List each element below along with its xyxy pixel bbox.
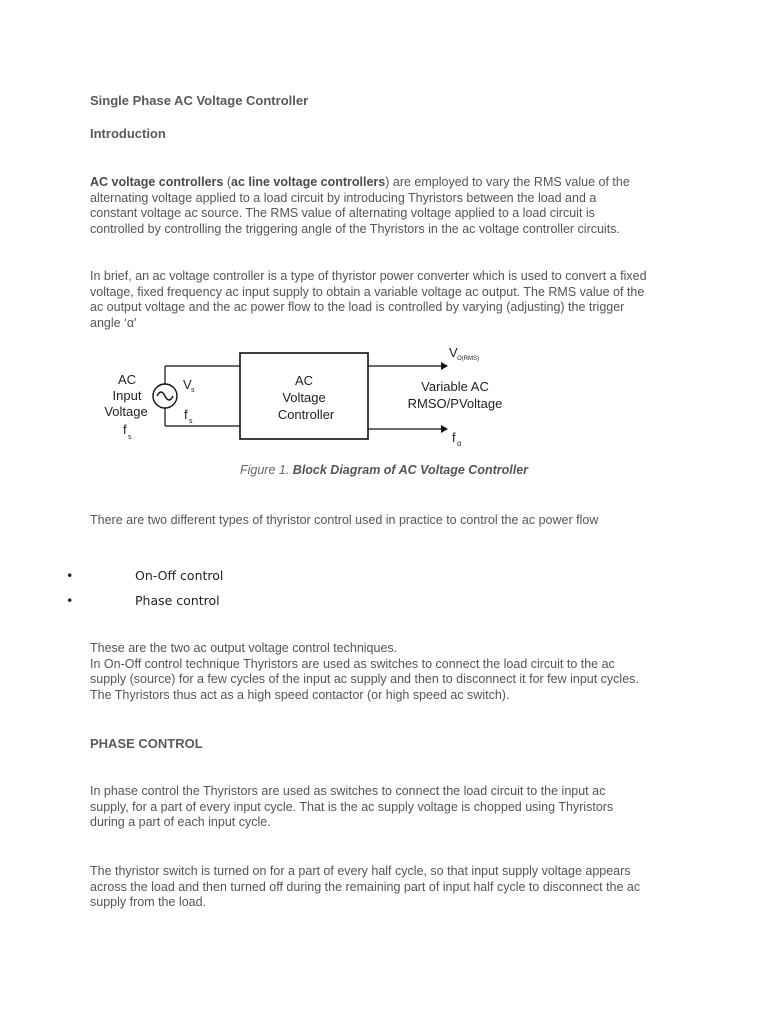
phase-control-heading: PHASE CONTROL: [90, 736, 203, 751]
fo-label: f: [452, 430, 456, 445]
paragraph-line: The Thyristors thus act as a high speed contactor (or high speed ac switch).: [90, 687, 510, 702]
box-label-controller: Controller: [277, 407, 335, 422]
paragraph-line: across the load and then turned off during the remaining part of input half cycle to disconnect the ac: [90, 879, 641, 894]
intro-heading: Introduction: [90, 126, 166, 141]
vo-label: V: [449, 345, 458, 360]
paragraph-line: These are the two ac output voltage control techniques.: [90, 641, 398, 655]
text-fragment: ) are employed to vary the RMS value of the: [385, 175, 630, 189]
vs-subscript: s: [191, 387, 195, 394]
paragraph-line: ac output voltage and the ac power flow to the load is controlled by varying (adjusting) the trigger: [90, 300, 625, 315]
paragraph-types: There are two different types of thyristor control used in practice to control the ac power flow: [90, 513, 599, 527]
vo-subscript: O(RMS): [457, 356, 479, 362]
text-fragment: (: [223, 175, 232, 189]
input-label-voltage: Voltage: [104, 404, 148, 419]
paragraph-brief: [90, 269, 690, 331]
caption-title: Block Diagram of AC Voltage Controller: [292, 463, 529, 477]
vs-label: V: [183, 377, 192, 392]
paragraph-line: supply, for a part of every input cycle. That is the ac supply voltage is chopped using Thyristors: [90, 799, 614, 814]
figure-caption: [0, 463, 768, 477]
paragraph-line: alternating voltage applied to a load circuit by introducing Thyristors between the load and a: [90, 190, 597, 205]
list-item-label: Phase control: [135, 593, 220, 608]
paragraph-line: supply (source) for a few cycles of the input ac supply and then to disconnect it for few input cycles.: [90, 672, 639, 687]
box-label-ac: AC: [294, 373, 314, 388]
bullet-glyph: •: [66, 593, 74, 608]
paragraph-line: In brief, an ac voltage controller is a type of thyristor power converter which is used to convert a fixed: [90, 269, 647, 283]
input-label-f-subscript: s: [128, 434, 132, 441]
paragraph-line: controlled by controlling the triggering angle of the Thyristors in the ac voltage controller circuits.: [90, 221, 620, 236]
paragraph-line: The thyristor switch is turned on for a part of every half cycle, so that input supply voltage appears: [90, 864, 631, 878]
box-label-voltage: Voltage: [282, 390, 326, 405]
fs-subscript: s: [189, 418, 193, 425]
paragraph-line: during a part of each input cycle.: [90, 815, 271, 830]
block-diagram: [0, 340, 768, 460]
paragraph-line: constant voltage ac source. The RMS value of alternating voltage applied to a load circuit is: [90, 206, 595, 221]
output-label-variable-ac: Variable AC: [421, 379, 489, 394]
paragraph-line: In phase control the Thyristors are used as switches to connect the load circuit to the input ac: [90, 784, 606, 798]
fs-label: f: [184, 407, 188, 422]
paragraph-definition: [90, 175, 690, 237]
output-label-rms: RMSO/PVoltage: [407, 396, 503, 411]
paragraph-line: supply from the load.: [90, 895, 207, 910]
input-label-f: f: [123, 422, 127, 437]
fo-subscript: o: [457, 439, 462, 448]
document-title: Single Phase AC Voltage Controller: [90, 93, 309, 108]
bold-term-ac-line-voltage-controllers: ac line voltage controllers: [231, 175, 386, 189]
bold-term-ac-voltage-controllers: AC voltage controllers: [90, 175, 224, 189]
paragraph-line: In On-Off control technique Thyristors are used as switches to connect the load circuit to the ac: [90, 656, 615, 671]
paragraph-thyristor-switch: [90, 864, 690, 911]
input-label-ac: AC: [117, 372, 137, 387]
paragraph-line: voltage, fixed frequency ac input supply to obtain a variable voltage ac output. The RMS value of the: [90, 284, 645, 299]
paragraph-line: angle ‘α’: [90, 315, 137, 330]
input-label-input: Input: [112, 388, 142, 403]
ac-source-icon: [153, 366, 240, 426]
paragraph-on-off: [90, 641, 690, 703]
paragraph-phase-control: [90, 784, 690, 831]
bullet-glyph: •: [66, 568, 74, 583]
caption-prefix: Figure 1.: [239, 463, 293, 477]
list-item-label: On-Off control: [135, 568, 224, 583]
